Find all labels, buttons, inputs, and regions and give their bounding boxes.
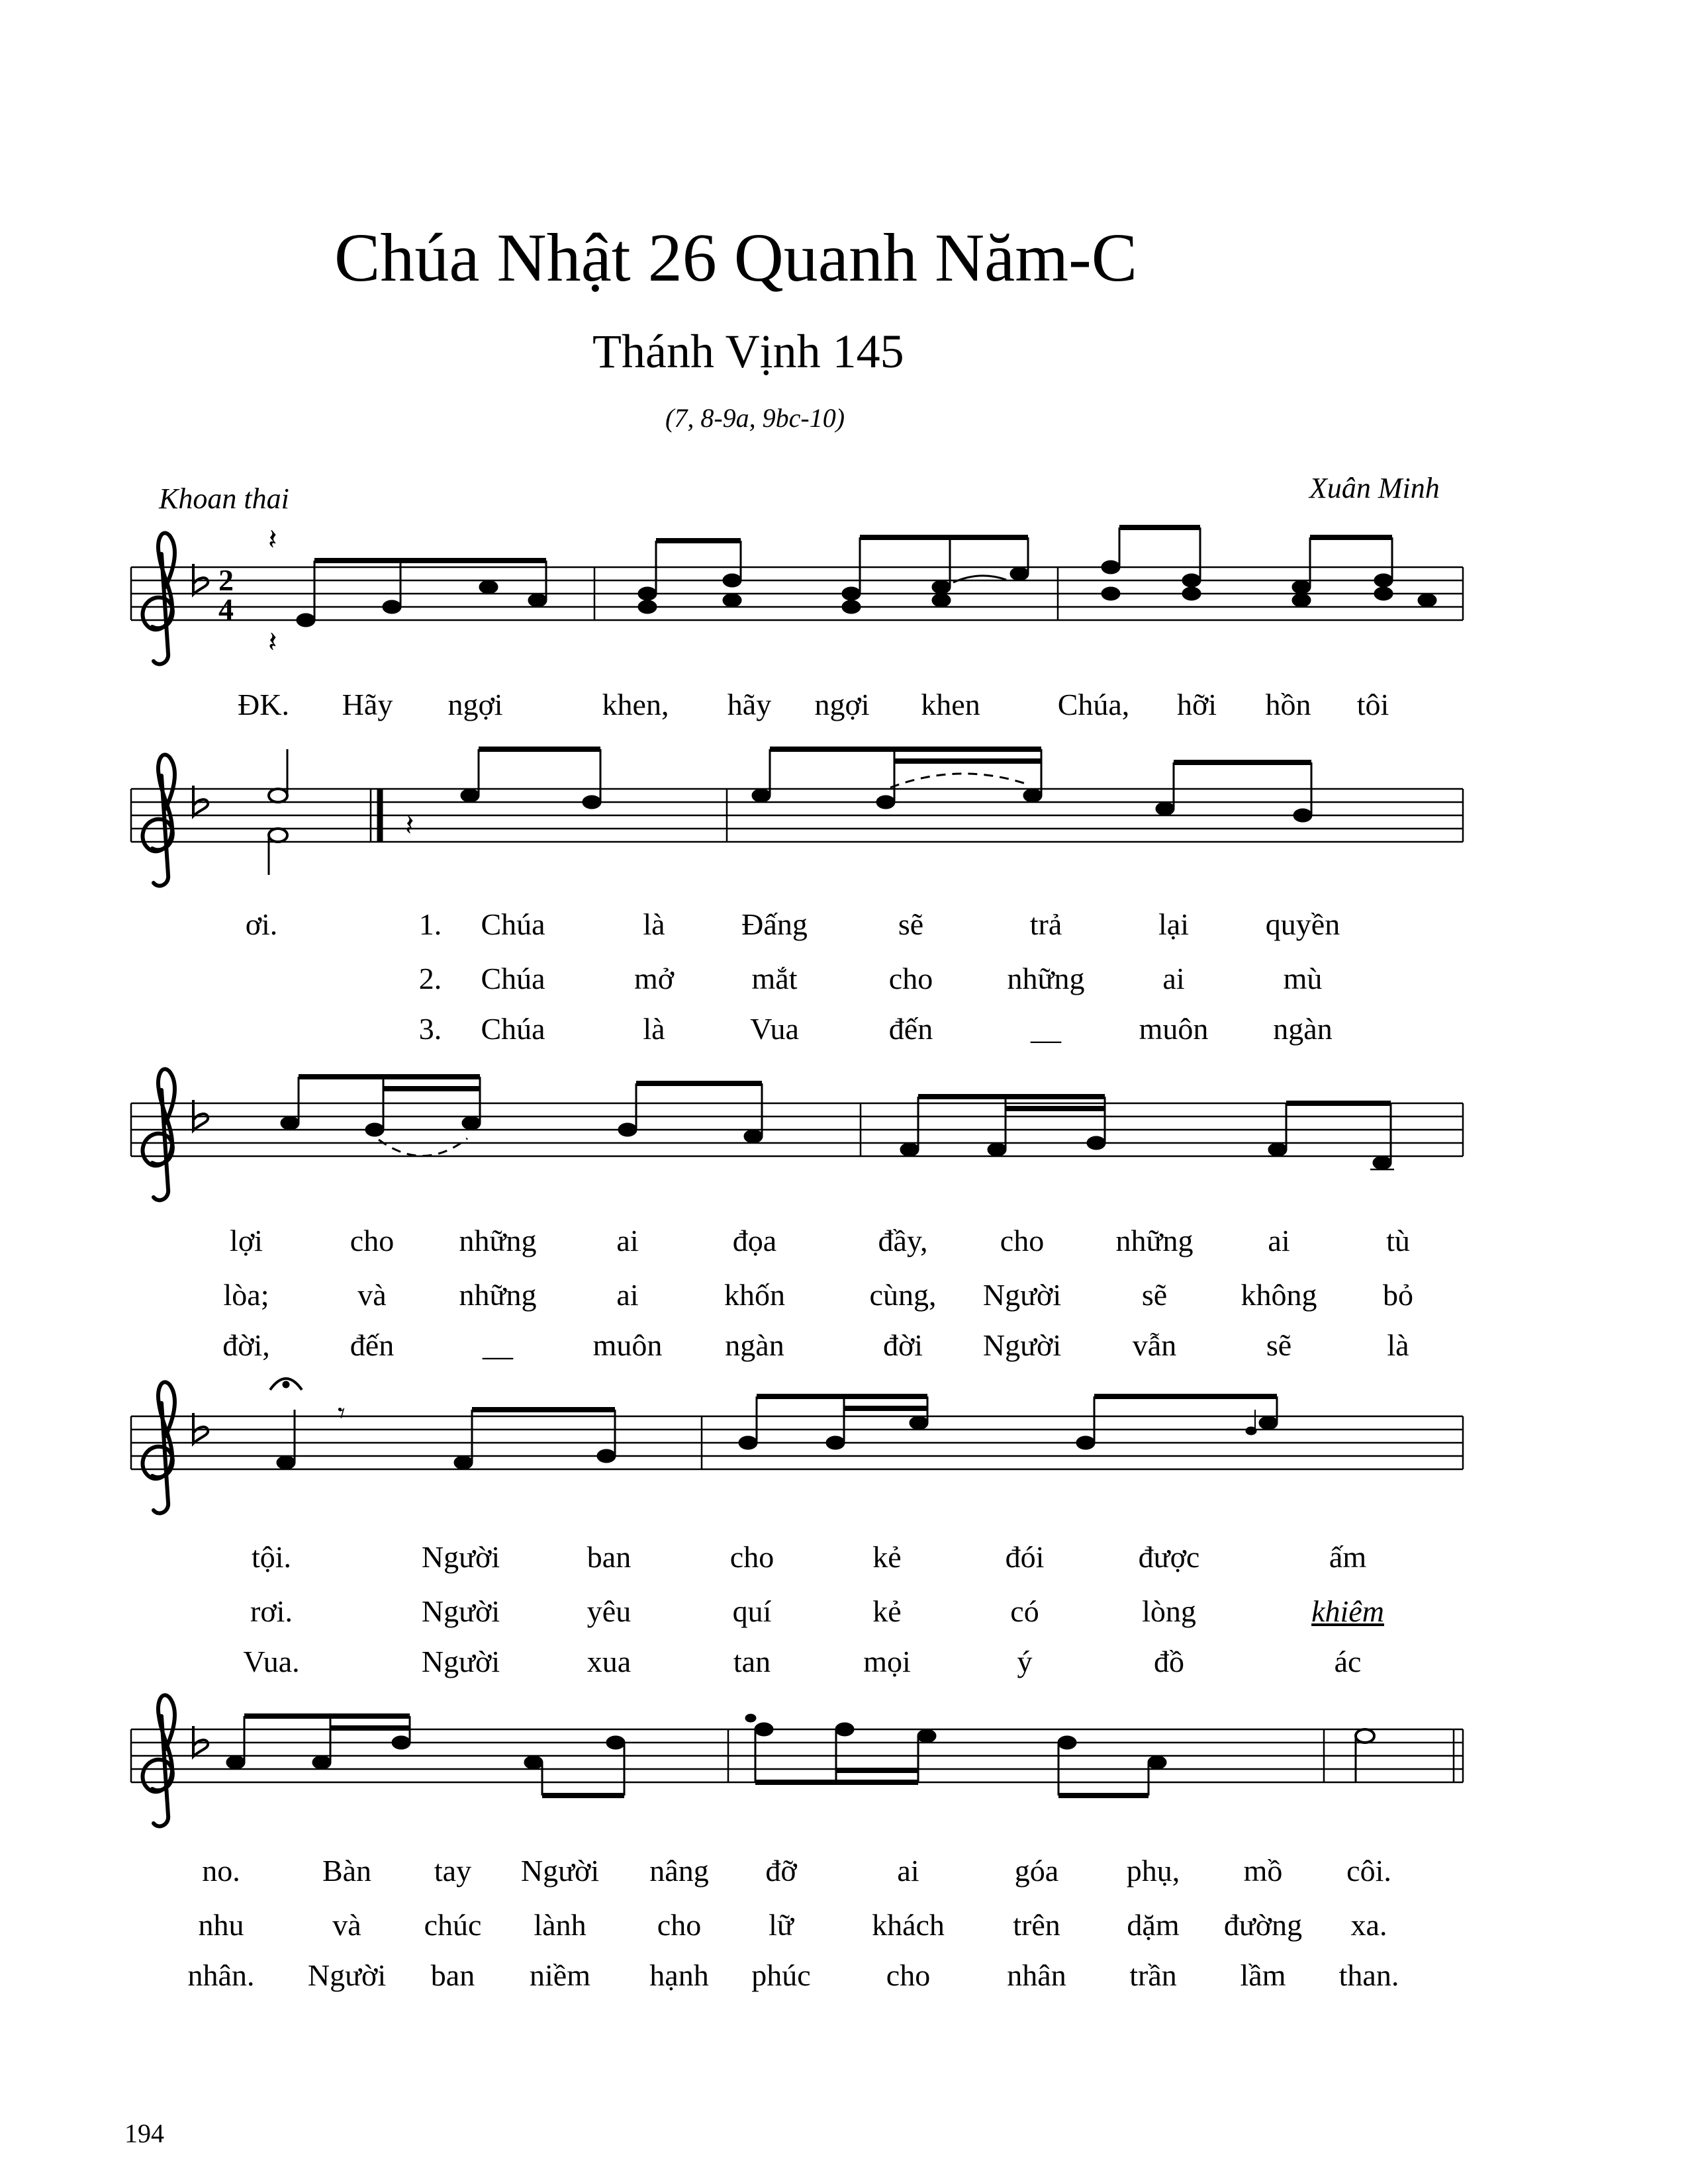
lyric-syllable: không <box>1241 1278 1317 1312</box>
lyric-syllable: những <box>459 1278 537 1312</box>
lyric-syllable: cho <box>350 1224 395 1257</box>
lyric-syllable: lợi <box>230 1224 263 1257</box>
lyric-syllable: cho <box>729 1540 774 1574</box>
lyric-syllable: đọa <box>732 1224 777 1257</box>
lyric-syllable: muôn <box>1139 1012 1209 1046</box>
lyric-syllable: 1. <box>418 907 442 941</box>
lyric-syllable: ơi. <box>245 907 278 941</box>
lyric-syllable: ý <box>1017 1645 1033 1678</box>
lyric-syllable: mở <box>633 962 675 995</box>
lyric-syllable: đầy, <box>878 1224 928 1257</box>
lyric-syllable: rơi. <box>250 1594 293 1628</box>
lyric-syllable: đến <box>888 1012 933 1046</box>
lyric-syllable: Vua. <box>243 1645 300 1678</box>
lyric-syllable: có <box>1010 1594 1039 1628</box>
lyric-syllable: hỡi <box>1176 688 1217 721</box>
lyric-syllable: quyền <box>1265 907 1340 941</box>
lyric-syllable: sẽ <box>898 907 924 941</box>
lyric-syllable: 3. <box>418 1012 442 1046</box>
lyric-syllable: phụ, <box>1126 1854 1180 1888</box>
lyric-syllable-underlined: khiêm <box>1311 1594 1384 1628</box>
lyric-syllable: đường <box>1223 1908 1303 1942</box>
lyric-syllable: những <box>1007 962 1085 995</box>
lyric-syllable: nhân <box>1007 1958 1066 1992</box>
lyric-syllable: Người <box>982 1278 1062 1312</box>
lyric-syllable: cùng, <box>869 1278 937 1312</box>
lyric-syllable: ngàn <box>1273 1012 1333 1046</box>
svg-text:𝄽: 𝄽 <box>268 523 277 556</box>
lyric-syllable: Vua <box>750 1012 799 1046</box>
lyric-syllable: và <box>357 1278 387 1312</box>
svg-text:𝄾: 𝄾 <box>338 1397 346 1430</box>
lyric-syllable: khen <box>921 688 980 721</box>
lyric-syllable: khốn <box>724 1278 785 1312</box>
lyric-syllable: yêu <box>586 1594 632 1628</box>
lyric-syllable: phúc <box>751 1958 811 1992</box>
lyric-syllable: lầm <box>1240 1958 1286 1992</box>
lyric-syllable: cho <box>657 1908 702 1942</box>
lyric-syllable: đỡ <box>765 1854 797 1888</box>
lyric-syllable: ai <box>616 1224 639 1257</box>
lyric-syllable: Bàn <box>322 1854 372 1888</box>
lyric-syllable: mù <box>1283 962 1323 995</box>
lyric-syllable: Người <box>421 1540 500 1574</box>
lyric-syllable: Người <box>520 1854 600 1888</box>
lyric-syllable: côi. <box>1346 1854 1391 1888</box>
lyric-syllable: góa <box>1014 1854 1059 1888</box>
lyric-syllable: hồn <box>1265 688 1311 721</box>
lyric-syllable: cho <box>1000 1224 1045 1257</box>
lyric-syllable: ai <box>616 1278 639 1312</box>
lyric-syllable: hạnh <box>649 1958 709 1992</box>
lyric-syllable: cho <box>888 962 933 995</box>
lyric-syllable: đồ <box>1154 1645 1184 1678</box>
lyric-syllable: đến <box>350 1328 395 1362</box>
lyric-syllable: khen, <box>602 688 669 721</box>
svg-text:𝄽: 𝄽 <box>405 809 414 842</box>
lyric-syllable: ban <box>586 1540 632 1574</box>
lyric-syllable: tôi <box>1356 688 1389 721</box>
lyric-syllable: sẽ <box>1141 1278 1168 1312</box>
lyric-syllable: Người <box>982 1328 1062 1362</box>
lyric-syllable: __ <box>1031 1012 1061 1046</box>
lyric-syllable: kẻ <box>872 1594 902 1628</box>
lyric-syllable: nhân. <box>187 1958 255 1992</box>
lyric-syllable: những <box>1115 1224 1194 1257</box>
lyric-syllable: xa. <box>1350 1908 1387 1942</box>
lyric-syllable: tù <box>1386 1224 1410 1257</box>
lyric-syllable: những <box>459 1224 537 1257</box>
page-title: Chúa Nhật 26 Quanh Năm-C <box>334 220 1138 296</box>
lyric-syllable: cho <box>886 1958 931 1992</box>
lyric-syllable: ban <box>430 1958 475 1992</box>
lyric-syllable: lòa; <box>223 1278 269 1312</box>
psalm-reference: (7, 8-9a, 9bc-10) <box>665 403 845 433</box>
lyric-syllable: là <box>643 907 665 941</box>
lyric-syllable: 2. <box>418 962 442 995</box>
lyric-syllable: là <box>1387 1328 1409 1362</box>
lyric-syllable: ác <box>1334 1645 1362 1678</box>
lyric-syllable: Chúa <box>481 1012 545 1046</box>
time-sig-bottom: 4 <box>218 592 234 626</box>
lyric-syllable: sẽ <box>1266 1328 1292 1362</box>
staff-system-4 <box>131 1379 1463 1513</box>
lyric-syllable: Chúa <box>481 962 545 995</box>
lyric-syllable: __ <box>483 1328 513 1362</box>
lyric-syllable: nhu <box>198 1908 244 1942</box>
page-number: 194 <box>124 2118 164 2148</box>
lyric-syllable: tan <box>733 1645 771 1678</box>
lyric-syllable: lại <box>1158 907 1189 941</box>
lyric-syllable: quí <box>732 1594 772 1628</box>
lyric-syllable: ai <box>897 1854 919 1888</box>
staff-system-1 <box>131 523 1463 664</box>
staff-system-3 <box>131 1069 1463 1200</box>
lyric-syllable: là <box>643 1012 665 1046</box>
lyric-syllable: chúc <box>424 1908 482 1942</box>
lyric-syllable: muôn <box>592 1328 663 1362</box>
lyric-syllable: lữ <box>769 1908 794 1942</box>
lyric-syllable: Đấng <box>741 907 808 941</box>
time-sig-top: 2 <box>218 563 234 597</box>
lyric-syllable: Người <box>307 1958 387 1992</box>
lyric-syllable: trên <box>1013 1908 1060 1942</box>
lyric-syllable: mọi <box>863 1645 911 1678</box>
page-subtitle: Thánh Vịnh 145 <box>592 325 904 378</box>
lyric-syllable: dặm <box>1127 1908 1180 1942</box>
lyric-syllable: Người <box>421 1594 500 1628</box>
lyric-syllable: trần <box>1129 1958 1177 1992</box>
lyric-syllable: Người <box>421 1645 500 1678</box>
lyric-syllable: đời <box>882 1328 923 1362</box>
lyric-syllable: niềm <box>530 1958 590 1992</box>
lyric-syllable: ngợi <box>447 688 503 721</box>
lyric-syllable: được <box>1138 1540 1200 1574</box>
lyric-syllable: ngàn <box>725 1328 784 1362</box>
lyric-syllable: hãy <box>727 688 772 721</box>
lyric-syllable: ngợi <box>814 688 870 721</box>
lyric-syllable: ai <box>1268 1224 1290 1257</box>
staff-system-5 <box>131 1695 1463 1826</box>
lyric-syllable: xua <box>586 1645 632 1678</box>
lyric-syllable: Hãy <box>342 688 393 721</box>
lyric-syllable: mắt <box>751 962 798 995</box>
lyric-syllable: nâng <box>649 1854 709 1888</box>
lyric-syllable: trả <box>1029 907 1062 941</box>
lyric-syllable: no. <box>202 1854 240 1888</box>
staff-system-2 <box>131 749 1463 886</box>
lyric-syllable: than. <box>1338 1958 1399 1992</box>
lyric-syllable: bỏ <box>1383 1278 1413 1312</box>
composer-name: Xuân Minh <box>1309 472 1440 504</box>
lyric-syllable: và <box>332 1908 361 1942</box>
lyric-syllable: tội. <box>251 1540 292 1574</box>
svg-text:𝄽: 𝄽 <box>268 626 277 659</box>
lyric-syllable: kẻ <box>872 1540 902 1574</box>
lyric-syllable: mồ <box>1243 1854 1283 1888</box>
lyric-syllable: vẫn <box>1132 1328 1177 1362</box>
lyric-syllable: đời, <box>222 1328 270 1362</box>
lyric-syllable: ai <box>1162 962 1185 995</box>
lyric-syllable: đói <box>1005 1540 1045 1574</box>
lyric-syllable: ấm <box>1329 1540 1367 1574</box>
lyric-syllable: Chúa, <box>1057 688 1130 721</box>
tempo-marking: Khoan thai <box>159 482 289 515</box>
lyric-syllable: tay <box>434 1854 472 1888</box>
lyric-syllable: lòng <box>1142 1594 1196 1628</box>
lyric-syllable: lành <box>534 1908 586 1942</box>
lyric-syllable: ĐK. <box>238 688 289 721</box>
lyric-syllable: khách <box>872 1908 945 1942</box>
lyric-syllable: Chúa <box>481 907 545 941</box>
